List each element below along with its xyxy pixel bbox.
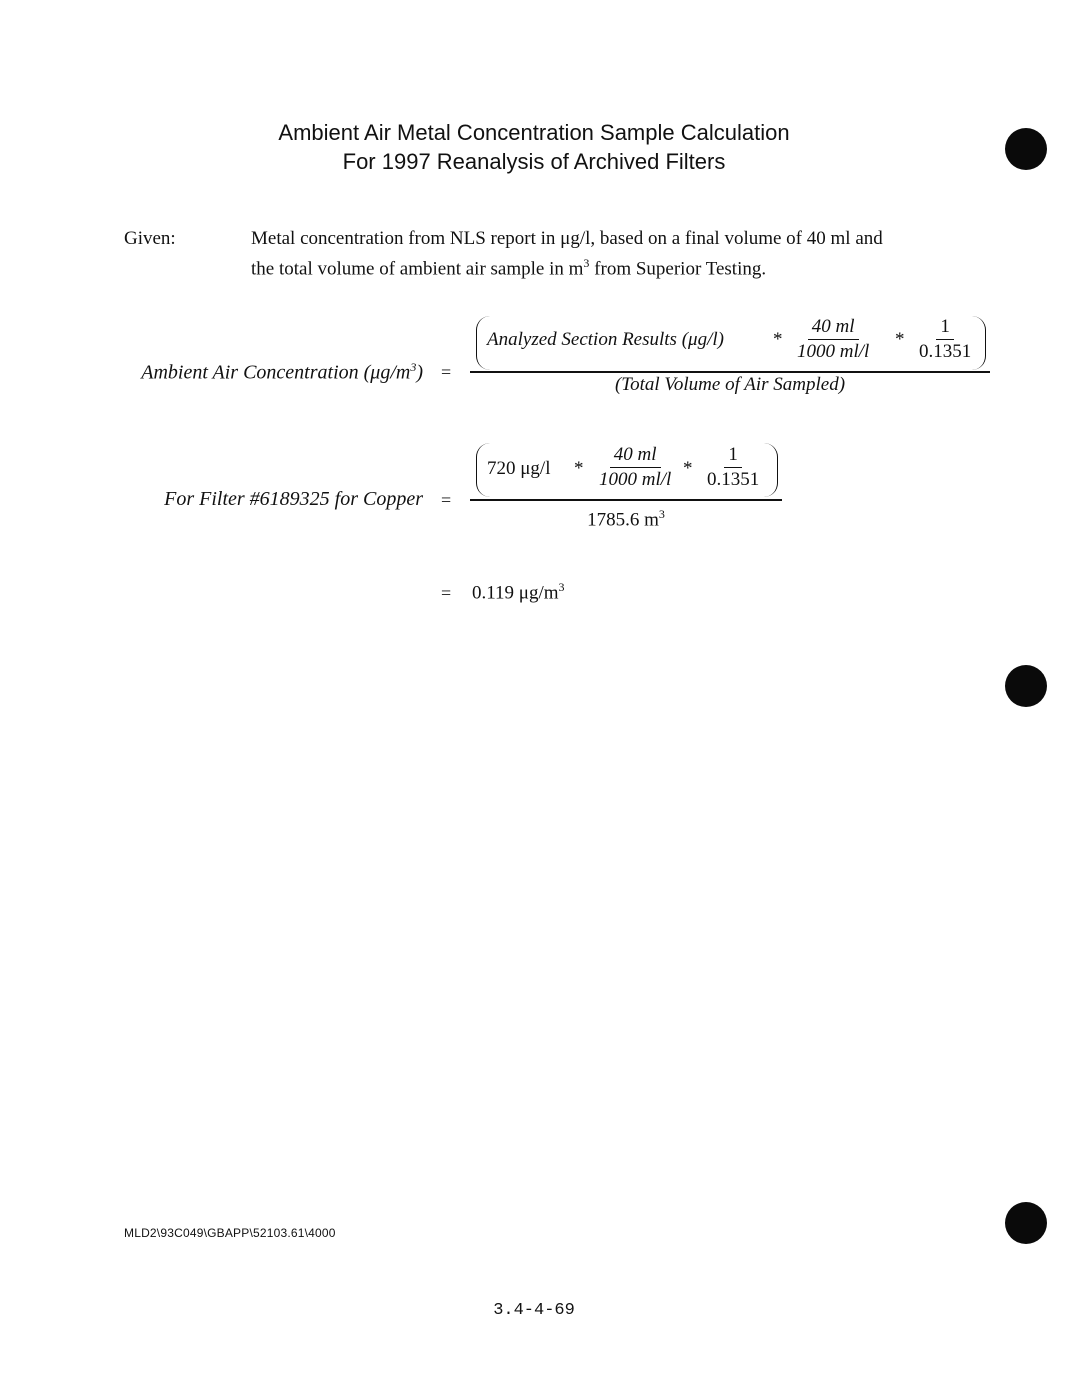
- example-fraction-factor: $\frac{1}{0.1351}$: [707, 444, 760, 490]
- document-title-line1: Ambient Air Metal Concentration Sample Calculation: [278, 120, 790, 145]
- formula-times-2: *: [895, 329, 905, 350]
- formula-term-analyzed: Analyzed Section Results (μg/l): [487, 329, 724, 350]
- example-fraction-volume: $\frac{40 ml}{1000 ml/l}$: [599, 444, 672, 490]
- formula-fraction-bar: [470, 371, 990, 373]
- formula-times-1: *: [773, 329, 783, 350]
- example-times-1: *: [574, 458, 584, 479]
- formula-numerator: [476, 316, 986, 370]
- punch-hole-bottom: [1005, 1202, 1047, 1244]
- given-line1: Metal concentration from NLS report in μg/l, based on a final volume of 40 ml and: [251, 228, 883, 249]
- example-times-2: *: [683, 458, 693, 479]
- formula-lhs: Ambient Air Concentration $(\mu g/m^3)$: [141, 360, 423, 384]
- given-line2: the total volume of ambient air sample in $m^3$ from Superior Testing.: [251, 256, 767, 280]
- footer-file-path: MLD2\93C049\GBAPP\52103.61\4000: [124, 1226, 336, 1240]
- punch-hole-top: [1005, 128, 1047, 170]
- formula-equals: =: [441, 362, 452, 382]
- result-equals: =: [441, 583, 452, 603]
- example-fraction-bar: [470, 499, 782, 501]
- example-value-720: 720 μg/l: [487, 458, 551, 479]
- formula-denominator: (Total Volume of Air Sampled): [614, 374, 846, 395]
- result-value: 0.119 $\mu g/m^3$: [472, 580, 565, 604]
- example-equals: =: [441, 490, 452, 510]
- given-label: Given:: [124, 228, 176, 249]
- page-number: 3.4-4-69: [493, 1301, 575, 1320]
- given-text: [251, 226, 971, 281]
- formula-fraction-factor: $\frac{1}{0.1351}$: [919, 316, 972, 362]
- example-lhs: For Filter #6189325 for Copper: [164, 488, 423, 510]
- punch-hole-middle: [1005, 665, 1047, 707]
- example-denominator: 1785.6 $m^3$: [587, 507, 665, 531]
- formula-fraction-volume: $\frac{40 ml}{1000 ml/l}$: [797, 316, 870, 362]
- example-numerator: [476, 443, 778, 497]
- document-title-line2: For 1997 Reanalysis of Archived Filters: [342, 149, 726, 174]
